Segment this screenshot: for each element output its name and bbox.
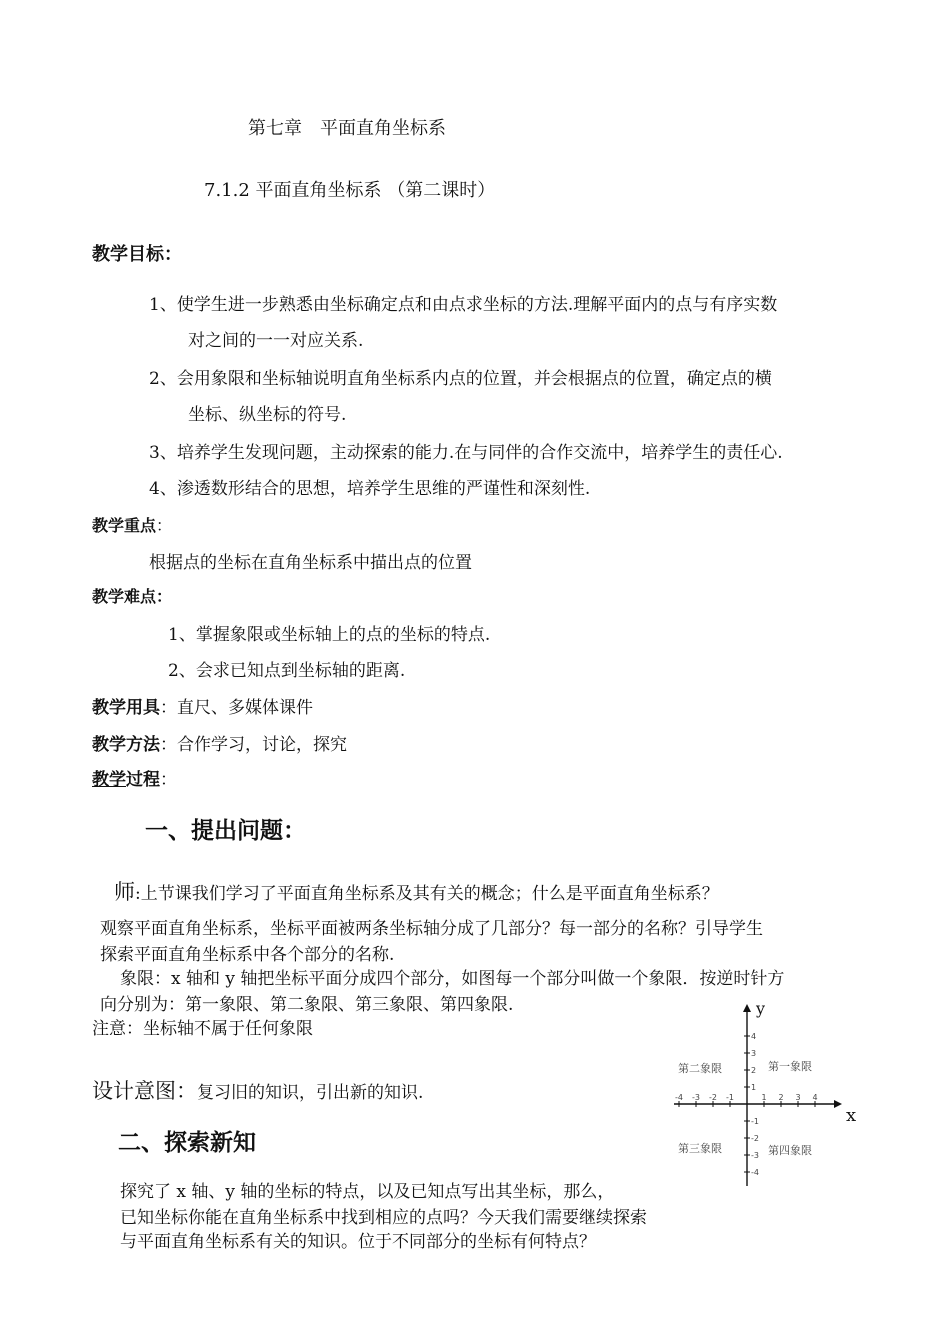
y-tick-label: -3 <box>751 1151 759 1160</box>
teacher-text: :上节课我们学习了平面直角坐标系及其有关的概念；什么是平面直角坐标系？ <box>135 884 719 904</box>
teacher-char: 师 <box>114 880 135 904</box>
x-tick-label: 3 <box>795 1093 801 1102</box>
objectives-label: 教学目标： <box>92 244 182 265</box>
design-intent-text: 复习旧的知识，引出新的知识. <box>197 1083 424 1103</box>
teacher-line <box>114 876 719 906</box>
x-ticks <box>675 1093 818 1107</box>
y-tick-label: -1 <box>751 1117 759 1126</box>
y-tick-label: 4 <box>751 1032 757 1041</box>
x-tick-label: 1 <box>761 1093 767 1102</box>
y-tick-label: -4 <box>751 1168 759 1177</box>
quadrant-line1: 象限：x 轴和 y 轴把坐标平面分成四个部分，如图每一个部分叫做一个象限．按逆时针方 <box>120 969 785 989</box>
methods-row <box>92 730 347 755</box>
y-tick-label: 3 <box>751 1049 757 1058</box>
explore-line2: 已知坐标你能在直角坐标系中找到相应的点吗？今天我们需要继续探索 <box>120 1208 647 1228</box>
explore-line3: 与平面直角坐标系有关的知识。位于不同部分的坐标有何特点？ <box>120 1232 596 1252</box>
x-tick-label: -3 <box>692 1093 700 1102</box>
observe-line1: 观察平面直角坐标系，坐标平面被两条坐标轴分成了几部分？每一部分的名称？引导学生 <box>100 919 763 939</box>
key-points-text: 根据点的坐标在直角坐标系中描出点的位置 <box>149 553 472 573</box>
quadrant-3-label: 第三象限 <box>678 1142 722 1155</box>
x-axis-arrow-icon <box>834 1100 842 1108</box>
tools-row <box>92 693 313 718</box>
design-intent-label: 设计意图： <box>92 1079 197 1103</box>
tools-value: ：直尺、多媒体课件 <box>160 698 313 718</box>
y-axis-label: y <box>756 999 766 1018</box>
tools-label: 教学用具 <box>92 698 160 718</box>
section1-heading: 一、提出问题： <box>145 818 306 844</box>
explore-line1: 探究了 x 轴、y 轴的坐标的特点，以及已知点写出其坐标，那么， <box>120 1182 615 1202</box>
objective-2-line1: 2、会用象限和坐标轴说明直角坐标系内点的位置，并会根据点的位置，确定点的横 <box>149 369 772 389</box>
quadrant-2-label: 第二象限 <box>678 1062 722 1075</box>
section2-heading: 二、探索新知 <box>118 1130 256 1156</box>
note-line: 注意：坐标轴不属于任何象限 <box>92 1019 313 1039</box>
objective-2-line2: 坐标、纵坐标的符号. <box>188 405 347 425</box>
chapter-title: 第七章 平面直角坐标系 <box>248 118 446 139</box>
quadrant-1-label: 第一象限 <box>768 1060 812 1073</box>
key-points-label: 教学重点 <box>92 516 157 535</box>
quadrant-4-label: 第四象限 <box>768 1144 812 1157</box>
difficulty-2: 2、会求已知点到坐标轴的距离. <box>168 661 406 681</box>
x-axis-label: x <box>846 1105 857 1126</box>
lesson-title: 7.1.2 平面直角坐标系 （第二课时） <box>204 180 496 201</box>
x-tick-label: -4 <box>675 1093 683 1102</box>
methods-value: ：合作学习，讨论，探究 <box>160 735 347 755</box>
process-label-a: 教学 <box>92 770 126 790</box>
process-label-b: 过程 <box>126 770 160 790</box>
x-tick-label: 4 <box>812 1093 818 1102</box>
y-tick-label: 1 <box>751 1083 757 1092</box>
x-tick-label: 2 <box>778 1093 784 1102</box>
key-points-colon: ： <box>156 516 173 535</box>
observe-line2: 探索平面直角坐标系中各个部分的名称. <box>100 945 395 965</box>
process-colon: ： <box>160 770 177 790</box>
y-axis-arrow-icon <box>743 1004 751 1012</box>
y-tick-label: -2 <box>751 1134 759 1143</box>
coordinate-system-figure <box>666 998 866 1190</box>
x-tick-label: -2 <box>709 1093 717 1102</box>
design-intent-row <box>92 1075 423 1105</box>
objective-1-line1: 1、使学生进一步熟悉由坐标确定点和由点求坐标的方法.理解平面内的点与有序实数 <box>149 295 778 315</box>
objective-1-line2: 对之间的一一对应关系. <box>188 331 364 351</box>
objective-3: 3、培养学生发现问题，主动探索的能力.在与同伴的合作交流中，培养学生的责任心. <box>149 443 783 463</box>
methods-label: 教学方法 <box>92 735 160 755</box>
quadrant-line2: 向分别为：第一象限、第二象限、第三象限、第四象限. <box>100 995 514 1015</box>
y-tick-label: 2 <box>751 1066 757 1075</box>
x-tick-label: -1 <box>726 1093 734 1102</box>
objective-4: 4、渗透数形结合的思想，培养学生思维的严谨性和深刻性. <box>149 479 591 499</box>
key-points-row <box>92 513 172 536</box>
difficulties-label: 教学难点： <box>92 587 173 606</box>
difficulty-1: 1、掌握象限或坐标轴上的点的坐标的特点. <box>168 625 491 645</box>
process-row <box>92 765 177 790</box>
